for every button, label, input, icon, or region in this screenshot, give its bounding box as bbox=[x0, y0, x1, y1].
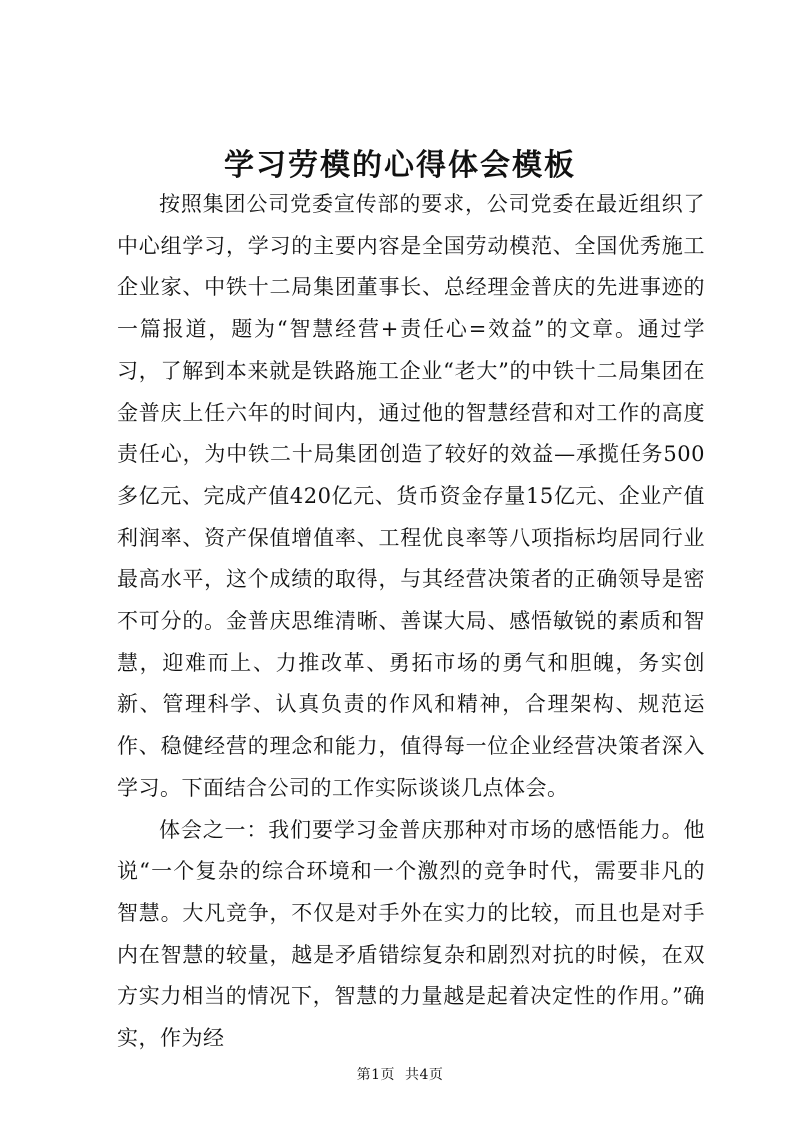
paragraph-intro: 按照集团公司党委宣传部的要求，公司党委在最近组织了中心组学习，学习的主要内容是全国劳动模范、全国优秀施工企业家、中铁十二局集团董事长、总经理金普庆的先进事迹的一篇报道，题为“智慧经营+责任心=效益”的文章。通过学习，了解到本来就是铁路施工企业“老大”的中铁十二局集团在金普庆上任六年的时间内，通过他的智慧经营和对工作的高度责任心，为中铁二十局集团创造了较好的效益—承揽任务500多亿元、完成产值420亿元、货币资金存量15亿元、企业产值利润率、资产保值增值率、工程优良率等八项指标均居同行业最高水平，这个成绩的取得，与其经营决策者的正确领导是密不可分的。金普庆思维清晰、善谋大局、感悟敏锐的素质和智慧，迎难而上、力推改革、勇拓市场的勇气和胆魄，务实创新、管理科学、认真负责的作风和精神，合理架构、规范运作、稳健经营的理念和能力，值得每一位企业经营决策者深入学习。下面结合公司的工作实际谈谈几点体会。 bbox=[117, 192, 705, 800]
page-number-footer: 第1页 共4页 bbox=[356, 1067, 444, 1083]
paragraph-insight-one: 体会之一：我们要学习金普庆那种对市场的感悟能力。他说“一个复杂的综合环境和一个激烈的竞争时代，需要非凡的智慧。大凡竞争，不仅是对手外在实力的比较，而且也是对手内在智慧的较量，越是矛盾错综复杂和剧烈对抗的时候，在双方实力相当的情况下，智慧的力量越是起着决定性的作用。”确实，作为经 bbox=[117, 817, 705, 1051]
document-body bbox=[117, 184, 705, 1060]
document-title: 学习劳模的心得体会模板 bbox=[224, 148, 576, 183]
